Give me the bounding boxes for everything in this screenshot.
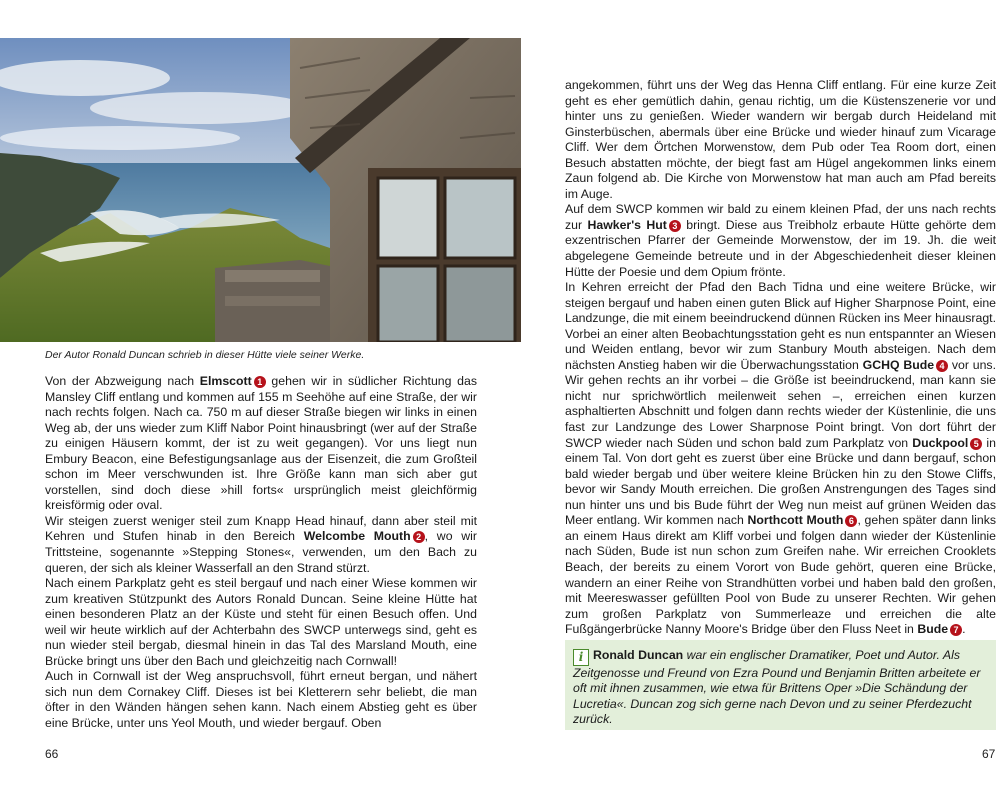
left-text-column <box>45 374 477 732</box>
photo-caption: Der Autor Ronald Duncan schrieb in dieser Hütte viele seiner Werke. <box>45 349 365 361</box>
paragraph: Von der Abzweigung nach Elmscott 1 gehen wir in südlicher Richtung das Mansley Cliff entlang und kommen auf 155 m Seehöhe auf eine Straße, der wir nach rechts folgen. Nach ca. 750 m auf dieser Straße biegen wir links in einen Weg ab, der uns wieder zum Kliff Nabor Point hinausbringt (wer auf der Straße zu einigen Häusern kommt, der ist zu weit gegangen). Vor uns liegt nun Embury Beacon, eine Befestigungsanlage aus der Eisenzeit, die zum Großteil schon im Meer verschwunden ist. Ihre Größe kann man sich aber gut vorstellen, sind doch diese »hill forts« ursprünglich meist gleichförmig kreisförmig oder oval. <box>45 374 477 513</box>
waypoint-marker: 6 <box>845 515 857 527</box>
place-name: Northcott Mouth <box>747 513 844 528</box>
paragraph: Wir steigen zuerst weniger steil zum Knapp Head hinauf, dann aber steil mit Kehren und Stufen hinab in den Bereich Welcombe Mouth 2 , wo wir Trittsteine, sogenannte »Stepping Stones«, verwenden, um den Bach zu queren, der sich als kleiner Wasserfall an den Strand stürzt. <box>45 513 477 575</box>
waypoint-marker: 2 <box>413 531 425 543</box>
place-name: Hawker's Hut <box>587 217 667 232</box>
waypoint-marker: 5 <box>970 438 982 450</box>
paragraph: Auf dem SWCP kommen wir bald zu einem kleinen Pfad, der uns nach rechts zur Hawker's Hut 3 bringt. Diese aus Treibholz erbaute Hütte gehörte dem exzentrischen Pfarrer der Gemeinde Morwenstow, der im 19. Jh. die weit abgelegene Gemeinde betreute und in der Abgeschiedenheit dieser kleinen Hütte der Poesie und dem Opium frönte. <box>565 202 996 279</box>
paragraph: In Kehren erreicht der Pfad den Bach Tidna und eine weitere Brücke, wir steigen bergauf und haben einen guten Blick auf Higher Sharpnose Point, eine Landzunge, die mit einem beeindruckend dünnen Rücken ins Meer hinausragt. Vorbei an einer alten Beobachtungsstation geht es nun entspannter an Wiesen und Weiden entlang, bevor wir zum Stanbury Mouth absteigen. Nach dem nächsten Anstieg haben wir die Überwachungsstation GCHQ Bude 4 vor uns. Wir gehen rechts an ihr vorbei – die Größe ist beeindruckend, man kann sie nicht nur sprichwörtlich meilenweit sehen –, erreichen einen kurzen asphaltierten Abschnitt und folgen dann rechts wieder der Küstenlinie, die uns fast zur Landzunge des Lower Sharpnose Point bringt. Von dort führt der SWCP wieder nach Süden und schon bald zum Parkplatz von Duckpool 5 in einem Tal. Von dort geht es zuerst über eine Brücke und dann bergauf, schon bald wieder bergab und über weitere kleine Brücken hin zu den Stowe Cliffs, bevor wir Sandy Mouth erreichen. Die großen Anstrengungen des Tages sind nun hinter uns und bis Bude führt der Weg nun meist auf grünen Weiden das Meer entlang. Wir kommen nach Northcott Mouth 6 , gehen später dann links an einem Haus direkt am Kliff vorbei und folgen dann wieder der Küstenlinie nach Süden, Bude ist nun schon zum Greifen nahe. Wir erreichen Crooklets Beach, der bereits zu einem Vorort von Bude gehört, queren eine Brücke, wandern an einer Reihe von Strandhütten vorbei und haben bald den großen, mit Meereswasser gefüllten Pool von Bude zu unserer Rechten. Wir gehen zum großen Parkplatz von Summerleaze und erreichen die alte Fußgängerbrücke Nanny Moore's Bridge über den Fluss Neet in Bude 7 . <box>565 280 996 637</box>
info-person-name: Ronald Duncan <box>593 648 684 662</box>
paragraph: angekommen, führt uns der Weg das Henna Cliff entlang. Für eine kurze Zeit geht es eher gemütlich dahin, genau richtig, um die Küstenszenerie vor und hinter uns zu genießen. Wieder wandern wir bergab durch Heideland mit Ginsterbüschen, abermals über eine Brücke und wieder hinauf zum Vicarage Cliff. Wer dem Örtchen Morwenstow, dem Pub oder Tea Room dort, einen Besuch abstatten möchte, der biegt fast am Hügel angekommen links einem Zaun folgend ab. Die Kirche von Morwenstow hat man auch am Pfad bereits im Auge. <box>565 78 996 201</box>
place-name: Elmscott <box>199 374 252 388</box>
place-name: GCHQ Bude <box>862 357 935 372</box>
page-number: 66 <box>45 747 59 761</box>
place-name: Bude <box>917 622 949 637</box>
place-name: Welcombe Mouth <box>303 529 411 544</box>
paragraph: Nach einem Parkplatz geht es steil bergauf und nach einer Wiese kommen wir zum kreativen Stützpunkt des Autors Ronald Duncan. Seine kleine Hütte hat einen besonderen Platz an der Küste und steht für einen Besuch offen. Und weil wir heute wirklich auf der Achterbahn des SWCP unterwegs sind, geht es nun wieder steil bergab, diesmal hinein in das Tal des Marsland Mouth, eine Brücke bringt uns über den Bach und gleichzeitig nach Cornwall! <box>45 576 477 668</box>
info-box <box>565 640 996 730</box>
paragraph: Auch in Cornwall ist der Weg anspruchsvoll, führt erneut bergan, und nähert sich nun dem Cornakey Cliff. Dieses ist bei Kletterern sehr beliebt, die man öfter in den Wänden hängen sehen kann. Nach einem Abstieg geht es über eine Brücke, unter uns Yeol Mouth, und wieder bergauf. Oben <box>45 669 477 731</box>
photo-ronald-duncan-hut <box>0 38 521 342</box>
place-name: Duckpool <box>912 435 969 450</box>
waypoint-marker: 4 <box>936 360 948 372</box>
info-text: war ein englischer Dramatiker, Poet und Autor. Als Zeitgenosse und Freund von Ezra Pound und Benjamin Britten arbeitete er oft mit ihnen zusammen, wie etwa für Brittens Oper »Die Schändung der Lucretia«. Duncan zog sich gerne nach Devon und zu seiner Pferdezucht zurück. <box>573 648 981 727</box>
waypoint-marker: 1 <box>254 376 266 388</box>
hut-photo-illustration <box>0 38 521 342</box>
info-icon: i <box>573 649 589 666</box>
right-text-column <box>565 78 996 638</box>
page-number: 67 <box>982 747 996 761</box>
waypoint-marker: 7 <box>950 624 962 636</box>
waypoint-marker: 3 <box>669 220 681 232</box>
